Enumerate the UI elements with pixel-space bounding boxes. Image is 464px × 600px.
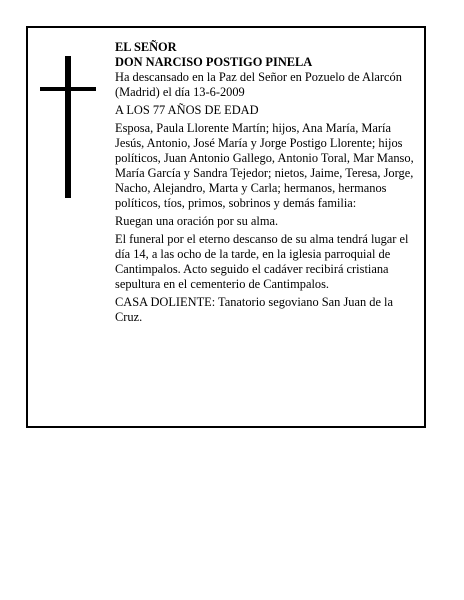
funeral-details: El funeral por el eterno descanso de su alma tendrá lugar el día 14, a las ocho de la tarde, en la iglesia parroquial de Cantimpalos. Acto seguido el cadáver recibirá cristiana sepultura en el cementerio de Cantimpalos. [115,232,409,291]
notice-text [115,40,417,328]
obituary-notice [26,26,426,428]
cross-horizontal-bar [40,87,96,91]
cross-icon [40,56,96,198]
deceased-name: DON NARCISO POSTIGO PINELA [115,55,313,69]
cross-vertical-bar [65,56,71,198]
notice-title: EL SEÑOR [115,40,177,54]
prayer-request: Ruegan una oración por su alma. [115,214,279,228]
death-statement: Ha descansado en la Paz del Señor en Pozuelo de Alarcón (Madrid) el día 13-6-2009 [115,70,402,99]
family-list: Esposa, Paula Llorente Martín; hijos, Ana María, María Jesús, Antonio, José María y Jorge Postigo Llorente; hijos políticos, Juan Antonio Gallego, Antonio Toral, Mar Manso, María García y Sandra Tejedor; nietos, Jaime, Teresa, Jorge, Nacho, Alejandro, Marta y Carla; hermanos, hermanos políticos, tíos, primos, sobrinos y demás familia: [115,121,414,210]
age-statement: A LOS 77 AÑOS DE EDAD [115,103,259,117]
mourning-house: CASA DOLIENTE: Tanatorio segoviano San Juan de la Cruz. [115,295,393,324]
